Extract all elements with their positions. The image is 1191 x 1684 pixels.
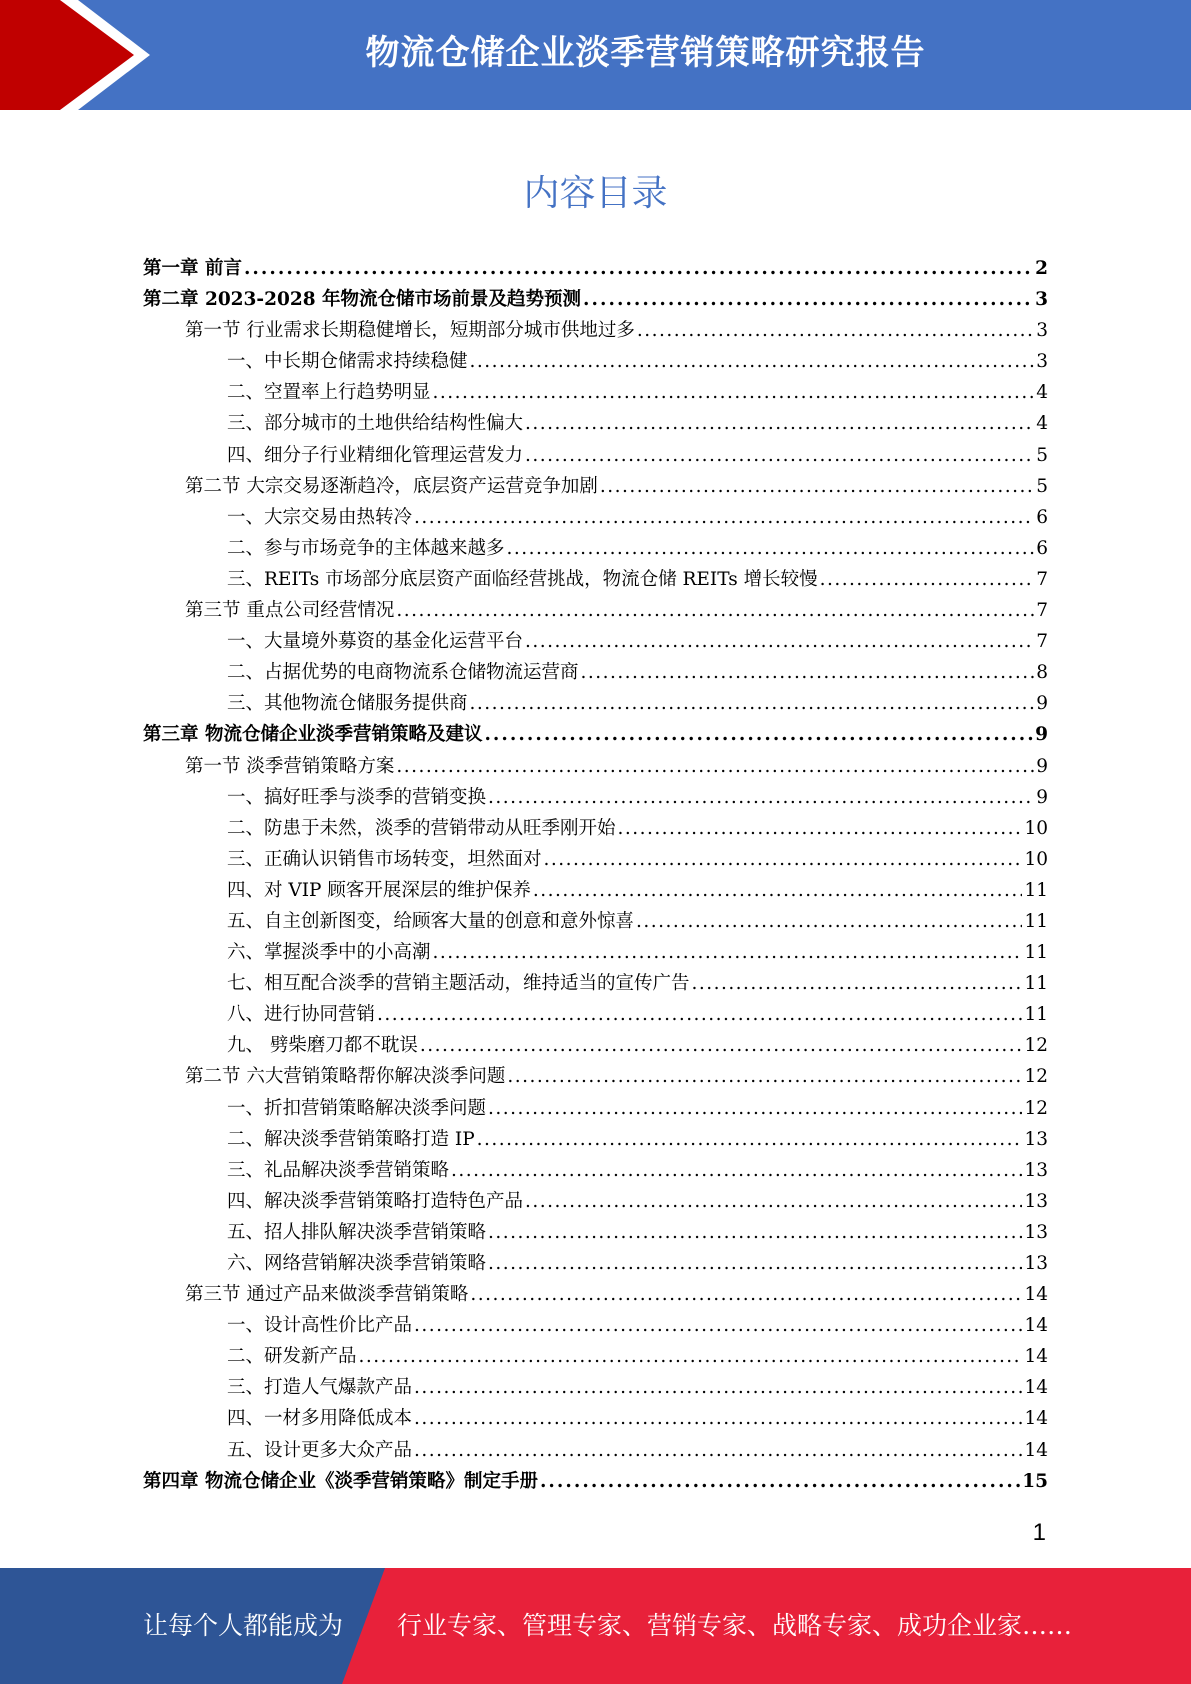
toc-entry-label: 第二节 六大营销策略帮你解决淡季问题 — [185, 1066, 506, 1088]
toc-entry[interactable] — [143, 1187, 1048, 1218]
toc-dot-leader — [484, 724, 1033, 745]
toc-entry-page: 9 — [1036, 693, 1048, 715]
toc-dot-leader — [544, 849, 1023, 870]
toc-dot-leader — [488, 1098, 1022, 1119]
toc-entry-page: 6 — [1036, 537, 1048, 559]
toc-entry-label: 三、REITs 市场部分底层资产面临经营挑战，物流仓储 REITs 增长较慢 — [227, 568, 818, 590]
toc-dot-leader — [820, 569, 1035, 590]
toc-entry-page: 11 — [1024, 973, 1048, 995]
toc-entry[interactable] — [143, 845, 1048, 876]
toc-entry-page: 8 — [1036, 662, 1048, 684]
toc-entry-page: 12 — [1024, 1066, 1048, 1088]
toc-entry[interactable] — [143, 347, 1048, 378]
toc-dot-leader — [488, 787, 1034, 808]
toc-entry[interactable] — [143, 409, 1048, 440]
toc-entry-page: 14 — [1024, 1315, 1048, 1337]
toc-dot-leader — [470, 1284, 1022, 1305]
toc-entry-page: 2 — [1035, 258, 1048, 279]
toc-dot-leader — [470, 693, 1035, 714]
toc-entry-label: 一、折扣营销策略解决淡季问题 — [227, 1097, 487, 1119]
toc-dot-leader — [420, 1035, 1023, 1056]
toc-entry-label: 二、空置率上行趋势明显 — [227, 382, 431, 404]
toc-dot-leader — [433, 942, 1023, 963]
toc-dot-leader — [414, 1440, 1022, 1461]
toc-entry-label: 二、解决淡季营销策略打造 IP — [227, 1128, 475, 1150]
toc-entry-page: 10 — [1024, 817, 1048, 839]
toc-entry-label: 一、大宗交易由热转冷 — [227, 506, 413, 528]
toc-dot-leader — [525, 445, 1034, 466]
toc-entry-page: 4 — [1036, 413, 1048, 435]
toc-dot-leader — [525, 1191, 1022, 1212]
toc-entry[interactable] — [143, 316, 1048, 347]
toc-entry[interactable] — [143, 1249, 1048, 1280]
toc-entry-label: 六、掌握淡季中的小高潮 — [227, 942, 431, 964]
toc-entry-label: 第二节 大宗交易逐渐趋冷，底层资产运营竞争加剧 — [185, 475, 598, 497]
toc-dot-leader — [451, 1160, 1022, 1181]
toc-entry[interactable] — [143, 627, 1048, 658]
toc-entry-label: 四、细分子行业精细化管理运营发力 — [227, 444, 524, 466]
toc-dot-leader — [433, 382, 1035, 403]
report-header — [0, 0, 1191, 110]
toc-dot-leader — [359, 1346, 1023, 1367]
toc-dot-leader — [692, 973, 1023, 994]
toc-entry[interactable] — [143, 658, 1048, 689]
table-of-contents — [143, 254, 1048, 1498]
toc-entry[interactable] — [143, 876, 1048, 907]
toc-entry-label: 第一章 前言 — [143, 258, 242, 279]
toc-entry-label: 一、中长期仓储需求持续稳健 — [227, 351, 468, 373]
toc-entry[interactable] — [143, 689, 1048, 720]
toc-entry-label: 第一节 淡季营销策略方案 — [185, 755, 395, 777]
toc-dot-leader — [525, 413, 1034, 434]
toc-entry-label: 第三章 物流仓储企业淡季营销策略及建议 — [143, 724, 483, 746]
toc-dot-leader — [488, 1253, 1022, 1274]
toc-entry[interactable] — [143, 1094, 1048, 1125]
toc-dot-leader — [488, 1222, 1022, 1243]
report-footer — [0, 1568, 1191, 1684]
page-number: 1 — [1032, 1519, 1046, 1546]
toc-dot-leader — [396, 756, 1034, 777]
toc-entry-label: 二、研发新产品 — [227, 1346, 357, 1368]
toc-entry[interactable] — [143, 1062, 1048, 1093]
toc-entry[interactable] — [143, 285, 1048, 316]
toc-entry-label: 第三节 重点公司经营情况 — [185, 600, 395, 622]
toc-dot-leader — [414, 1315, 1022, 1336]
toc-dot-leader — [600, 476, 1034, 497]
toc-entry-page: 13 — [1024, 1253, 1048, 1274]
toc-dot-leader — [477, 1129, 1023, 1150]
toc-entry-page: 5 — [1036, 475, 1048, 497]
toc-dot-leader — [583, 289, 1033, 310]
toc-entry[interactable] — [143, 1373, 1048, 1404]
toc-dot-leader — [533, 880, 1023, 901]
toc-entry-page: 7 — [1036, 631, 1048, 653]
toc-heading: 内容目录 — [523, 173, 668, 214]
toc-entry-label: 七、相互配合淡季的营销主题活动，维持适当的宣传广告 — [227, 973, 690, 995]
toc-entry-page: 14 — [1024, 1346, 1048, 1368]
toc-entry-label: 四、对 VIP 顾客开展深层的维护保养 — [227, 879, 531, 901]
toc-dot-leader — [540, 1471, 1020, 1492]
toc-entry[interactable] — [143, 1156, 1048, 1187]
toc-entry[interactable] — [143, 1000, 1048, 1031]
toc-entry-page: 13 — [1024, 1190, 1048, 1212]
toc-entry-label: 六、网络营销解决淡季营销策略 — [227, 1253, 487, 1274]
toc-dot-leader — [507, 538, 1035, 559]
toc-dot-leader — [525, 631, 1034, 652]
toc-entry[interactable] — [143, 814, 1048, 845]
toc-entry-page: 12 — [1024, 1035, 1048, 1057]
toc-entry-label: 一、大量境外募资的基金化运营平台 — [227, 631, 524, 653]
toc-entry[interactable] — [143, 1342, 1048, 1373]
toc-dot-leader — [507, 1066, 1022, 1087]
toc-entry-page: 5 — [1036, 444, 1048, 466]
toc-dot-leader — [377, 1004, 1022, 1025]
toc-entry-page: 14 — [1024, 1284, 1048, 1306]
report-title: 物流仓储企业淡季营销策略研究报告 — [365, 33, 926, 73]
toc-entry-label: 五、招人排队解决淡季营销策略 — [227, 1221, 487, 1243]
toc-entry-page: 13 — [1024, 1128, 1048, 1150]
toc-entry-label: 一、搞好旺季与淡季的营销变换 — [227, 786, 487, 808]
toc-entry-page: 9 — [1036, 786, 1048, 808]
footer-slogan-right: 行业专家、管理专家、营销专家、战略专家、成功企业家…… — [397, 1611, 1073, 1640]
toc-dot-leader — [470, 351, 1035, 372]
toc-entry-label: 四、解决淡季营销策略打造特色产品 — [227, 1190, 524, 1212]
toc-entry[interactable] — [143, 938, 1048, 969]
toc-entry-label: 三、礼品解决淡季营销策略 — [227, 1159, 450, 1181]
toc-entry-page: 11 — [1024, 1004, 1048, 1026]
toc-entry[interactable] — [143, 503, 1048, 534]
toc-entry[interactable] — [143, 1031, 1048, 1062]
toc-entry-page: 9 — [1036, 755, 1048, 777]
toc-dot-leader — [396, 600, 1034, 621]
toc-dot-leader — [636, 911, 1022, 932]
toc-entry-page: 7 — [1036, 568, 1048, 590]
toc-entry-label: 三、打造人气爆款产品 — [227, 1377, 413, 1399]
toc-entry-label: 一、设计高性价比产品 — [227, 1315, 413, 1337]
toc-entry-page: 4 — [1036, 382, 1048, 404]
toc-entry-label: 第四章 物流仓储企业《淡季营销策略》制定手册 — [143, 1470, 538, 1492]
toc-entry-label: 第二章 2023-2028 年物流仓储市场前景及趋势预测 — [143, 289, 582, 311]
toc-entry-page: 11 — [1024, 910, 1048, 932]
toc-dot-leader — [618, 818, 1023, 839]
footer-slogan-left: 让每个人都能成为 — [143, 1611, 344, 1640]
toc-dot-leader — [244, 258, 1033, 279]
toc-entry-page: 11 — [1024, 879, 1048, 901]
toc-entry-page: 14 — [1024, 1377, 1048, 1399]
toc-entry[interactable] — [143, 720, 1048, 751]
toc-entry[interactable] — [143, 752, 1048, 783]
toc-entry[interactable] — [143, 596, 1048, 627]
toc-entry[interactable] — [143, 254, 1048, 285]
toc-entry-page: 7 — [1036, 600, 1048, 622]
toc-entry-page: 14 — [1024, 1439, 1048, 1461]
toc-entry-page: 13 — [1024, 1221, 1048, 1243]
toc-entry-label: 第一节 行业需求长期稳健增长，短期部分城市供地过多 — [185, 320, 635, 342]
toc-entry[interactable] — [143, 441, 1048, 472]
toc-entry[interactable] — [143, 907, 1048, 938]
toc-entry-page: 13 — [1024, 1159, 1048, 1181]
toc-entry[interactable] — [143, 378, 1048, 409]
toc-entry-label: 二、参与市场竞争的主体越来越多 — [227, 537, 505, 559]
toc-entry-label: 二、防患于未然，淡季的营销带动从旺季刚开始 — [227, 817, 616, 839]
toc-dot-leader — [414, 507, 1034, 528]
toc-dot-leader — [581, 662, 1035, 683]
toc-entry-page: 11 — [1024, 942, 1048, 964]
toc-entry[interactable] — [143, 534, 1048, 565]
toc-entry-page: 10 — [1024, 848, 1048, 870]
toc-entry-label: 第三节 通过产品来做淡季营销策略 — [185, 1284, 469, 1306]
toc-entry[interactable] — [143, 565, 1048, 596]
toc-entry-label: 五、自主创新图变，给顾客大量的创意和意外惊喜 — [227, 910, 635, 932]
toc-entry-page: 12 — [1024, 1097, 1048, 1119]
toc-dot-leader — [414, 1408, 1022, 1429]
toc-entry[interactable] — [143, 1467, 1048, 1498]
toc-entry-label: 四、一材多用降低成本 — [227, 1408, 413, 1430]
toc-entry-label: 八、进行协同营销 — [227, 1004, 376, 1026]
toc-entry-label: 三、其他物流仓储服务提供商 — [227, 693, 468, 715]
toc-entry-label: 三、部分城市的土地供给结构性偏大 — [227, 413, 524, 435]
toc-entry-page: 6 — [1036, 506, 1048, 528]
toc-entry[interactable] — [143, 969, 1048, 1000]
toc-entry[interactable] — [143, 783, 1048, 814]
toc-entry-page: 3 — [1036, 320, 1048, 342]
toc-entry-page: 3 — [1035, 289, 1048, 311]
toc-entry-label: 九、 劈柴磨刀都不耽误 — [227, 1035, 418, 1057]
toc-entry[interactable] — [143, 1311, 1048, 1342]
toc-entry-page: 9 — [1035, 724, 1048, 746]
toc-entry[interactable] — [143, 472, 1048, 503]
toc-entry-page: 3 — [1036, 351, 1048, 373]
toc-entry-page: 15 — [1022, 1470, 1048, 1492]
toc-entry[interactable] — [143, 1436, 1048, 1467]
toc-entry[interactable] — [143, 1218, 1048, 1249]
toc-dot-leader — [414, 1377, 1022, 1398]
toc-entry[interactable] — [143, 1280, 1048, 1311]
toc-dot-leader — [637, 320, 1034, 341]
toc-entry-label: 二、占据优势的电商物流系仓储物流运营商 — [227, 662, 579, 684]
toc-entry[interactable] — [143, 1404, 1048, 1435]
toc-entry-label: 三、正确认识销售市场转变，坦然面对 — [227, 848, 542, 870]
toc-entry-page: 14 — [1024, 1408, 1048, 1430]
toc-entry-label: 五、设计更多大众产品 — [227, 1439, 413, 1461]
toc-entry[interactable] — [143, 1125, 1048, 1156]
